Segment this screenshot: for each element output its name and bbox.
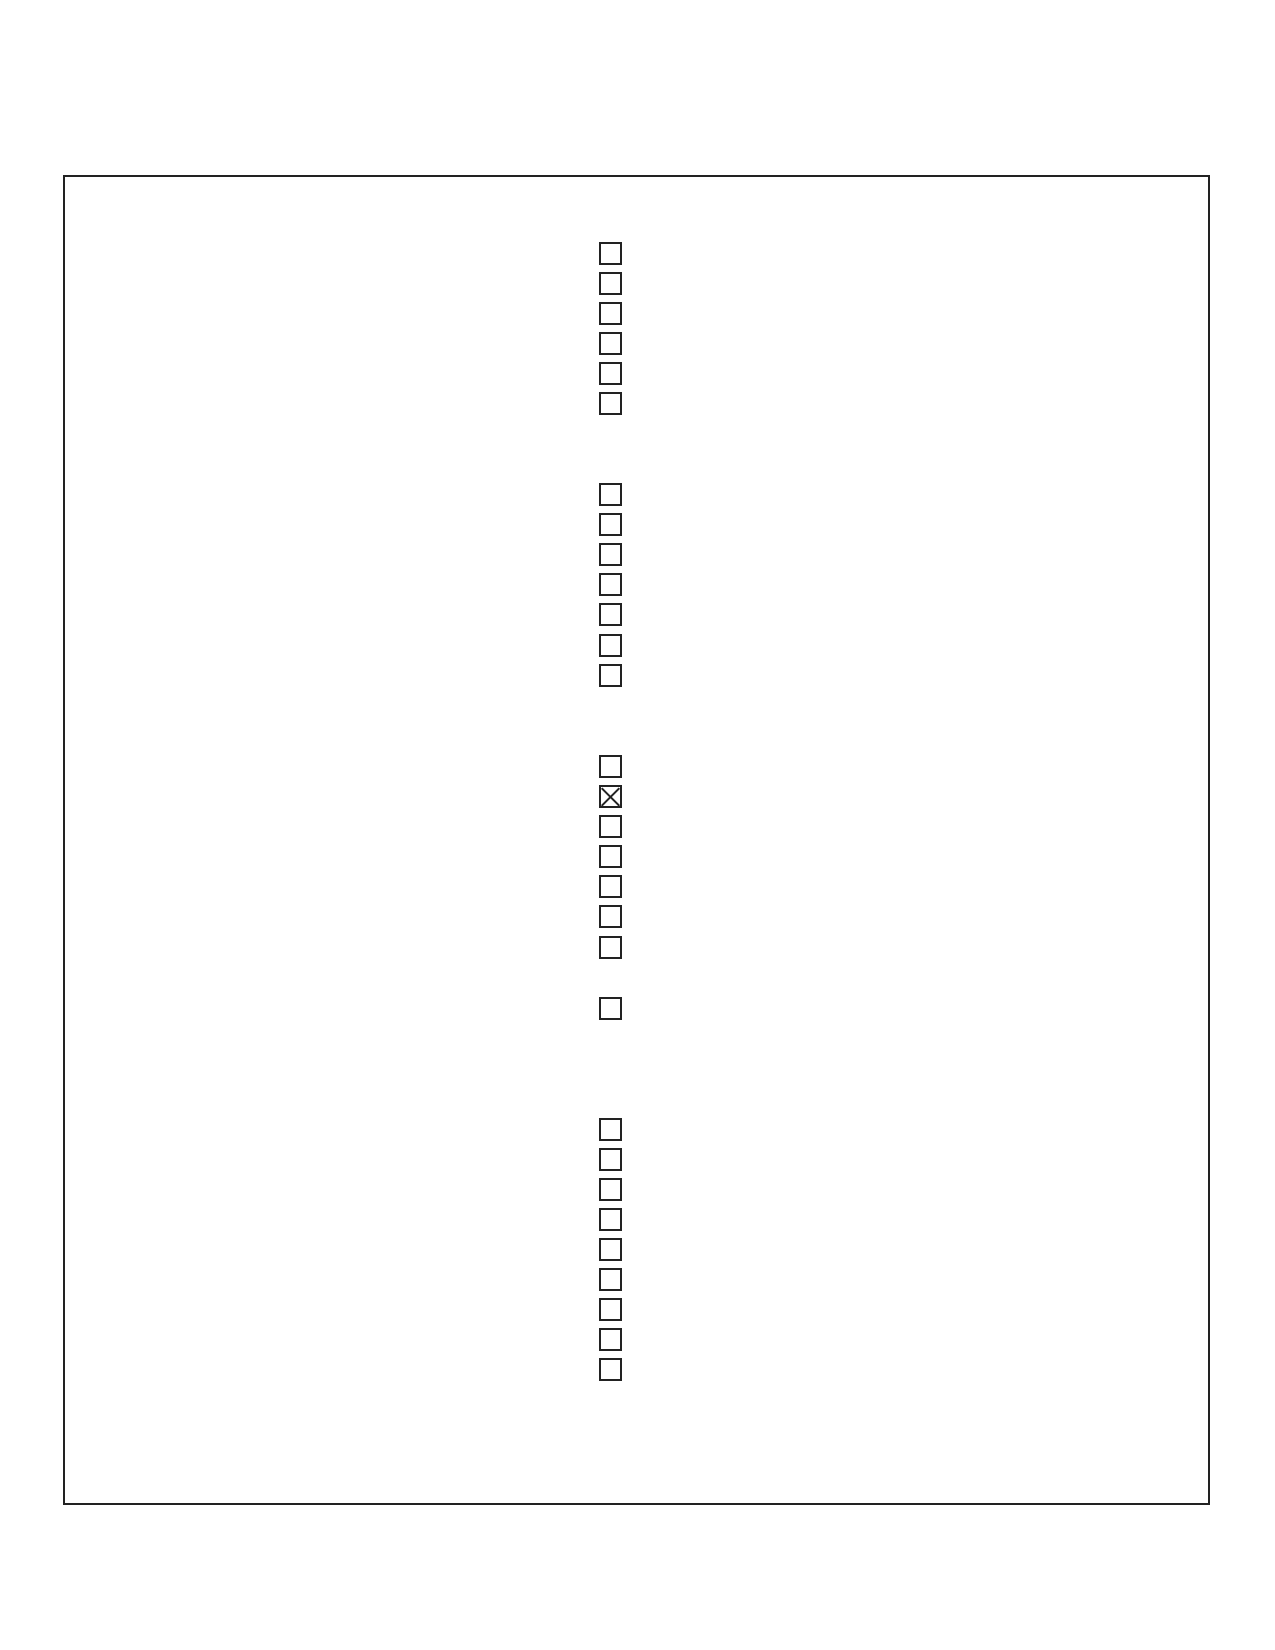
left-checkbox-money-judgment[interactable] (599, 242, 622, 265)
left-checkbox-leave-to-issue-subpoena[interactable] (599, 905, 622, 928)
left-checkbox-confession-of-judgment-money[interactable] (599, 1208, 622, 1231)
left-checkbox-personal-injury[interactable] (599, 332, 622, 355)
left-checkbox-insurance-bad-faith[interactable] (599, 1328, 622, 1351)
left-checkbox-eminent-domain[interactable] (599, 875, 622, 898)
left-checkbox-landlord-and-tenant[interactable] (599, 272, 622, 295)
left-checkbox-compel-medical-examination[interactable] (599, 815, 622, 838)
left-checkbox-breach-of-contract[interactable] (599, 362, 622, 385)
left-checkbox-class-action[interactable] (599, 1178, 622, 1201)
left-checkbox-liquor-control-board[interactable] (599, 573, 622, 596)
left-checkbox-other[interactable] (599, 997, 622, 1020)
left-checkbox-change-of-name[interactable] (599, 785, 622, 808)
left-checkbox-tax-assessment-boards[interactable] (599, 603, 622, 626)
left-checkbox-code-enforcement[interactable] (599, 302, 622, 325)
left-checkbox-motor-vehicle[interactable] (599, 513, 622, 536)
left-checkbox-zoning-board[interactable] (599, 634, 622, 657)
left-checkbox-construction[interactable] (599, 1298, 622, 1321)
left-checkbox-contract[interactable] (599, 1268, 622, 1291)
left-checkbox-appointment-of-arbitrators[interactable] (599, 755, 622, 778)
left-checkbox-licenses-and-inspections[interactable] (599, 543, 622, 566)
left-checkbox-confession-or-judgment-money-real-property[interactable] (599, 1238, 622, 1261)
left-checkbox-other[interactable] (599, 392, 622, 415)
case-description-box (63, 175, 1210, 1505)
left-checkbox-other[interactable] (599, 664, 622, 687)
left-checkbox-civil-service[interactable] (599, 483, 622, 506)
left-checkbox-abuse-of-process[interactable] (599, 1118, 622, 1141)
left-checkbox-action-for-wrongful-death[interactable] (599, 1148, 622, 1171)
left-checkbox-mental-health-proceedings[interactable] (599, 936, 622, 959)
left-checkbox-election-matters[interactable] (599, 845, 622, 868)
left-checkbox-negotiable-instruments[interactable] (599, 1358, 622, 1381)
